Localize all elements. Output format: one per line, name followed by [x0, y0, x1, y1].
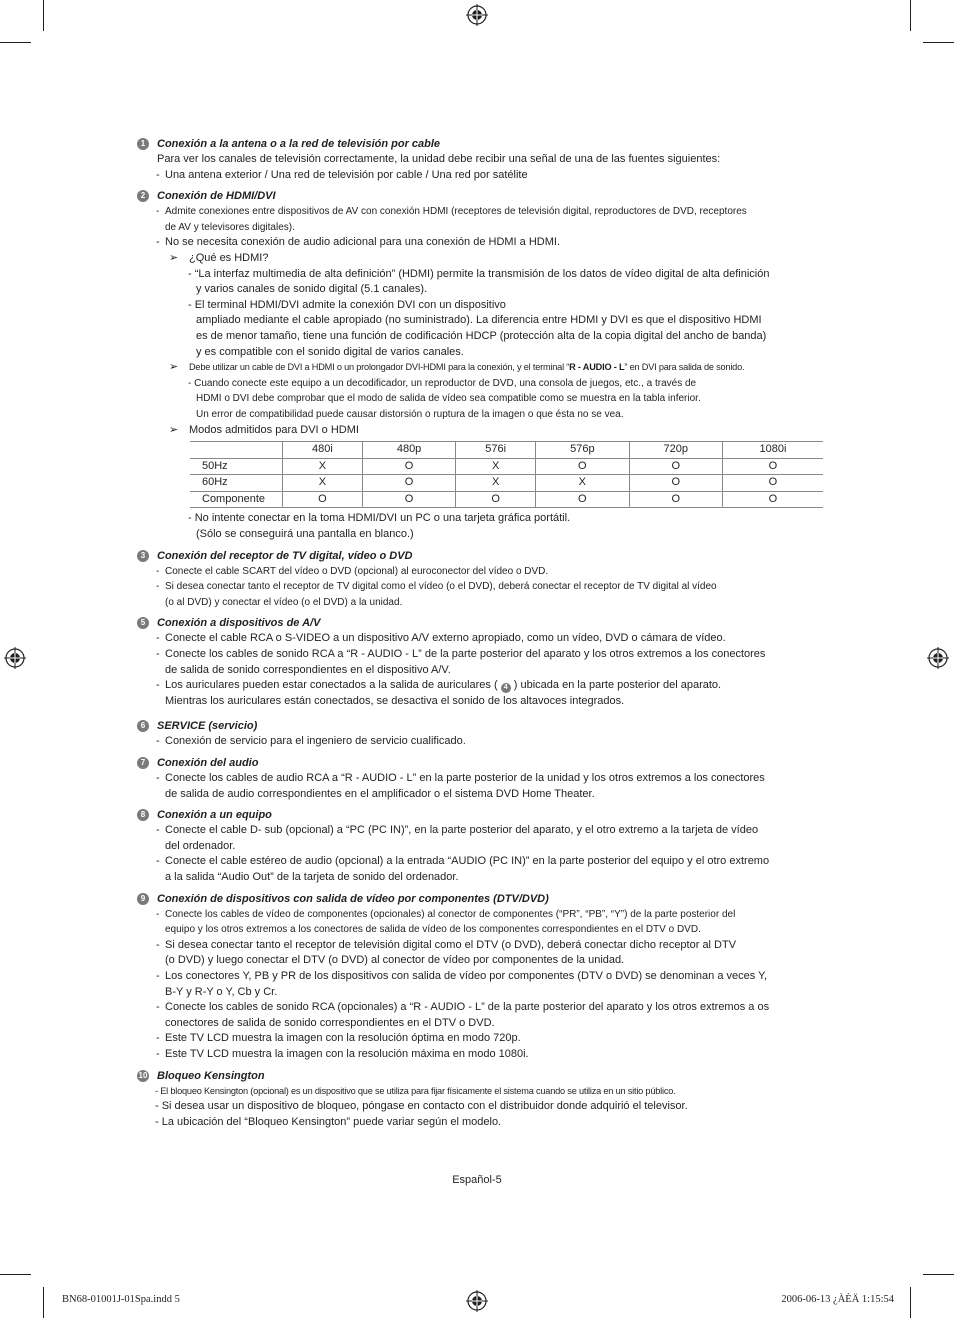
note-line: - “La interfaz multimedia de alta definición” (HDMI) permite la transmisión de los datos de vídeo digital de alta definición: [188, 267, 770, 280]
table-cell: O: [722, 491, 823, 508]
section-kensington: [137, 1068, 827, 1131]
table-row: [190, 475, 823, 492]
registration-mark-icon: [466, 4, 488, 26]
table-row: [190, 458, 823, 475]
list-item: - El bloqueo Kensington (opcional) es un dispositivo que se utiliza para fijar físicamente el sistema cuando se utiliza en un sitio público.: [155, 1085, 676, 1096]
section-heading: [137, 188, 827, 204]
table-header-cell: 480p: [362, 442, 455, 459]
crop-mark: [0, 42, 31, 43]
section-title: Conexión a un equipo: [157, 809, 272, 822]
list-item: - Admite conexiones entre dispositivos de AV con conexión HDMI (receptores de televisión digital, reproductores de DVD, receptores: [156, 206, 747, 218]
list-item: - Conecte el cable RCA o S-VIDEO a un dispositivo A/V externo apropiado, como un vídeo, DVD o cámara de vídeo.: [156, 632, 726, 645]
list-item-text: Conecte los cables de sonido RCA (opcionales) a “R - AUDIO - L” de la parte posterior del aparato y los otros extremos a os: [165, 1001, 770, 1014]
note: [137, 360, 827, 376]
section-audio: [137, 755, 827, 802]
list-item-text: Admite conexiones entre dispositivos de AV con conexión HDMI (receptores de televisión digital, reproductores de DVD, receptores: [165, 206, 747, 218]
list-item-text: Conecte los cables de audio RCA a “R - AUDIO - L” en la parte posterior de la unidad y los otros extremos a los conectores: [165, 772, 765, 784]
list-item-text: ) ubicada en la parte posterior del aparato.: [513, 679, 722, 692]
list-item-text: Si desea conectar tanto el receptor de televisión digital como el DTV (o DVD), deberá conectar dicho receptor al DTV: [165, 938, 737, 951]
list-item: - No se necesita conexión de audio adicional para una conexión de HDMI a HDMI.: [156, 236, 561, 249]
section-heading: [137, 136, 827, 152]
table-cell: Componente: [190, 491, 283, 508]
note-line: (Sólo se conseguirá una pantalla en blanco.): [196, 528, 414, 541]
section-title: Bloqueo Kensington: [157, 1069, 265, 1082]
list-item-text: Conecte los cables de vídeo de componentes (opcionales) al conector de componentes (“PR”, “PB”, “Y”) de la parte posterior del: [165, 908, 736, 920]
list-item-text: conectores de salida de sonido correspondientes en el DTV o DVD.: [165, 1016, 495, 1029]
table-cell: O: [362, 458, 455, 475]
table-cell: X: [283, 475, 363, 492]
paragraph: Para ver los canales de televisión correctamente, la unidad debe recibir una señal de una de las fuentes siguientes:: [157, 153, 721, 165]
list-item: - Una antena exterior / Una red de televisión por cable / Una red por satélite: [156, 168, 528, 181]
section-heading: [137, 548, 827, 564]
modes-table: [190, 441, 823, 508]
list-item-text: No se necesita conexión de audio adicional para una conexión de HDMI a HDMI.: [165, 236, 561, 249]
section-number-icon: 9: [137, 893, 149, 905]
table-cell: X: [283, 458, 363, 475]
page-content: [137, 136, 827, 1130]
note-line: y es compatible con el sonido digital de varios canales.: [196, 345, 464, 358]
registration-mark-icon: [927, 647, 949, 669]
section-title: Conexión del receptor de TV digital, vídeo o DVD: [157, 549, 413, 562]
table-cell: O: [629, 475, 722, 492]
list-item-text: Si desea conectar tanto el receptor de TV digital como el vídeo (o el DVD), deberá conectar el receptor de TV digital al vídeo: [165, 581, 717, 593]
section-number-icon: 7: [137, 757, 149, 769]
registration-mark-icon: [466, 1290, 488, 1312]
list-item-text: Conecte el cable RCA o S-VIDEO a un dispositivo A/V externo apropiado, como un vídeo, DVD o cámara de vídeo.: [165, 632, 726, 645]
list-item-text: de AV y televisores digitales).: [165, 221, 295, 233]
section-title: SERVICE (servicio): [157, 720, 258, 733]
list-item-text: B-Y y R-Y o Y, Cb y Cr.: [165, 985, 278, 998]
list-item: - Conecte los cables de audio RCA a “R - AUDIO - L” en la parte posterior de la unidad y los otros extremos a los conectores: [156, 772, 765, 784]
section-heading: [137, 1068, 827, 1084]
section-digital-receiver: [137, 548, 827, 611]
table-cell: X: [456, 458, 536, 475]
note-line: - No intente conectar en la toma HDMI/DVI un PC o una tarjeta gráfica portátil.: [188, 512, 571, 525]
note-line: y varios canales de sonido digital (5.1 canales).: [196, 283, 428, 296]
list-item: - Si desea conectar tanto el receptor de televisión digital como el DTV (o DVD), deberá conectar dicho receptor al DTV: [156, 938, 737, 951]
crop-mark: [923, 42, 954, 43]
list-item-continuation: [137, 787, 827, 803]
list-item-text: Los conectores Y, PB y PR de los dispositivos con salida de vídeo por componentes (DTV o DVD) se denominan a veces Y,: [165, 969, 768, 982]
table-row: [190, 491, 823, 508]
note-line: - El terminal HDMI/DVI admite la conexión DVI con un dispositivo: [188, 298, 506, 311]
table-header-cell: [190, 442, 283, 459]
list-item-text: (o al DVD) y conectar el vídeo (o el DVD) a la unidad.: [165, 596, 403, 608]
note-text: ” en DVI para salida de sonido.: [624, 362, 745, 373]
table-cell: O: [283, 491, 363, 508]
list-item: - Si desea usar un dispositivo de bloqueo, póngase en contacto con el distribuidor donde adquirió el televisor.: [155, 1100, 688, 1113]
note-line: HDMI o DVI debe comprobar que el modo de salida de vídeo sea compatible como se muestra en la tabla inferior.: [196, 393, 701, 405]
note-text-bold: R - AUDIO - L: [569, 362, 625, 373]
table-cell: O: [536, 458, 629, 475]
section-number-icon: 1: [137, 138, 149, 150]
section-av-devices: [137, 615, 827, 709]
section-title: Conexión a dispositivos de A/V: [157, 617, 321, 630]
print-slug-date: 2006-06-13 ¿ÀÈÄ 1:15:54: [781, 1294, 894, 1305]
list-item-text: de salida de sonido correspondientes en el dispositivo A/V.: [165, 663, 451, 676]
list-item-continuation: [137, 839, 827, 855]
table-cell: 60Hz: [190, 475, 283, 492]
table-cell: 50Hz: [190, 458, 283, 475]
list-item-continuation: [137, 922, 827, 938]
section-antenna: [137, 136, 827, 183]
note-line: es de menor tamaño, tiene una función de codificación HDCP (protección alta de la copia digital del ancho de banda): [196, 329, 767, 342]
list-item-text: Conecte el cable SCART del vídeo o DVD (opcional) al euroconector del vídeo o DVD.: [165, 565, 549, 577]
note-text: ¿Qué es HDMI?: [189, 251, 269, 264]
registration-mark-icon: [4, 647, 26, 669]
section-heading: [137, 891, 827, 907]
list-item-continuation: [137, 1016, 827, 1032]
list-item-continuation: [137, 663, 827, 679]
list-item: - Conecte el cable SCART del vídeo o DVD (opcional) al euroconector del vídeo o DVD.: [156, 565, 549, 577]
section-heading: [137, 755, 827, 771]
note-line: - Cuando conecte este equipo a un decodificador, un reproductor de DVD, una consola de juegos, etc., a través de: [188, 377, 697, 389]
table-cell: O: [722, 475, 823, 492]
section-title: Conexión de dispositivos con salida de vídeo por componentes (DTV/DVD): [157, 892, 549, 905]
list-item-text: equipo y los otros extremos a los conectores de salida de vídeo de los componentes correspondientes en el DTV o DVD.: [165, 924, 701, 936]
table-cell: O: [536, 491, 629, 508]
section-number-icon: 6: [137, 720, 149, 732]
table-header-cell: 576p: [536, 442, 629, 459]
table-cell: O: [629, 458, 722, 475]
list-item-text: a la salida “Audio Out” de la tarjeta de sonido del ordenador.: [165, 870, 459, 883]
section-number-icon: 8: [137, 809, 149, 821]
section-service: [137, 718, 827, 750]
list-item-continuation: [137, 220, 827, 236]
table-header-cell: 480i: [283, 442, 363, 459]
crop-mark: [910, 0, 911, 31]
arrow-note-icon: ➢: [169, 423, 179, 436]
note-text: Debe utilizar un cable de DVI a HDMI o un prolongador DVI-HDMI para la conexión, y el terminal “: [189, 362, 570, 373]
table-cell: O: [362, 491, 455, 508]
list-item-continuation: [137, 694, 827, 710]
list-item-text: Conecte los cables de sonido RCA a “R - AUDIO - L” de la parte posterior del aparato y los otros extremos a los conectores: [165, 648, 766, 661]
list-item-text: Conecte el cable estéreo de audio (opcional) a la entrada “AUDIO (PC IN)” en la parte posterior del equipo y el otro extremo: [165, 855, 770, 868]
section-number-icon: 2: [137, 190, 149, 202]
print-slug-filename: BN68-01001J-01Spa.indd 5: [62, 1294, 180, 1305]
list-item-text: Los auriculares pueden estar conectados a la salida de auriculares (: [165, 679, 498, 692]
section-heading: [137, 718, 827, 734]
note-line: Un error de compatibilidad puede causar distorsión o ruptura de la imagen o que ésta no se vea.: [196, 408, 624, 420]
table-cell: X: [456, 475, 536, 492]
list-item-text: (o DVD) y luego conectar el DTV (o DVD) al conector de vídeo por componentes de la unidad.: [165, 954, 625, 967]
list-item: - Si desea conectar tanto el receptor de TV digital como el vídeo (o el DVD), deberá conectar el receptor de TV digital al vídeo: [156, 581, 717, 593]
arrow-note-icon: ➢: [169, 361, 179, 374]
crop-mark: [43, 0, 44, 31]
table-cell: O: [722, 458, 823, 475]
section-computer: [137, 807, 827, 885]
list-item: - Conecte el cable D- sub (opcional) a “PC (PC IN)”, en la parte posterior del aparato, y el otro extremo a la tarjeta de vídeo: [156, 824, 759, 837]
section-number-icon: 3: [137, 550, 149, 562]
section-number-icon: 5: [137, 617, 149, 629]
table-cell: X: [536, 475, 629, 492]
list-item: - Este TV LCD muestra la imagen con la resolución óptima en modo 720p.: [156, 1032, 521, 1045]
table-cell: O: [362, 475, 455, 492]
section-number-icon: 10: [138, 1070, 148, 1080]
note-text: Modos admitidos para DVI o HDMI: [189, 423, 359, 436]
list-item: - Conecte los cables de sonido RCA a “R - AUDIO - L” de la parte posterior del aparato y los otros extremos a los conectores: [156, 648, 766, 661]
note-line: ampliado mediante el cable apropiado (no suministrado). La diferencia entre HDMI y DVI es que el dispositivo HDMI: [196, 314, 762, 327]
list-item-text: de salida de audio correspondientes en el amplificador o el sistema DVD Home Theater.: [165, 787, 595, 800]
section-title: Conexión a la antena o a la red de televisión por cable: [157, 138, 441, 150]
section-heading: [137, 807, 827, 823]
table-header-cell: 1080i: [722, 442, 823, 459]
note: [137, 423, 827, 439]
table-cell: O: [629, 491, 722, 508]
section-component-video: [137, 891, 827, 1063]
list-item-text: Una antena exterior / Una red de televisión por cable / Una red por satélite: [165, 168, 528, 181]
list-item-text: Conexión de servicio para el ingeniero de servicio cualificado.: [165, 735, 466, 748]
note: [137, 251, 827, 267]
list-item-text: Mientras los auriculares están conectados, se desactiva el sonido de los altavoces integrados.: [165, 694, 625, 707]
list-item: - Los conectores Y, PB y PR de los dispositivos con salida de vídeo por componentes (DTV o DVD) se denominan a veces Y,: [156, 969, 768, 982]
list-item: - La ubicación del “Bloqueo Kensington” puede variar según el modelo.: [155, 1115, 502, 1128]
list-item-continuation: [137, 595, 827, 611]
list-item-text: del ordenador.: [165, 839, 236, 852]
list-item-text: Conecte el cable D- sub (opcional) a “PC (PC IN)”, en la parte posterior del aparato, y el otro extremo a la tarjeta de vídeo: [165, 824, 759, 837]
list-item-text: Este TV LCD muestra la imagen con la resolución óptima en modo 720p.: [165, 1032, 521, 1045]
arrow-note-icon: ➢: [169, 251, 179, 264]
table-header-row: [190, 442, 823, 459]
headphone-jack-number-icon: 4: [501, 683, 511, 693]
section-hdmi-dvi: [137, 188, 827, 542]
page-number: Español-5: [452, 1174, 502, 1186]
crop-mark: [43, 1287, 44, 1318]
list-item: - Conexión de servicio para el ingeniero de servicio cualificado.: [156, 735, 466, 748]
section-title: Conexión del audio: [157, 757, 259, 769]
list-item-continuation: [137, 985, 827, 1001]
list-item: - Los auriculares pueden estar conectados a la salida de auriculares ( 4 ) ubicada en la parte posterior del aparato.: [156, 679, 722, 692]
list-item: - Conecte los cables de vídeo de componentes (opcionales) al conector de componentes (“PR”, “PB”, “Y”) de la parte posterior del: [156, 908, 736, 920]
table-header-cell: 576i: [456, 442, 536, 459]
section-heading: [137, 615, 827, 631]
list-item-continuation: [137, 953, 827, 969]
list-item-text: Este TV LCD muestra la imagen con la resolución máxima en modo 1080i.: [165, 1047, 529, 1060]
list-item-continuation: [137, 870, 827, 886]
section-title: Conexión de HDMI/DVI: [157, 190, 276, 203]
list-item: - Este TV LCD muestra la imagen con la resolución máxima en modo 1080i.: [156, 1047, 529, 1060]
crop-mark: [910, 1287, 911, 1318]
crop-mark: [923, 1274, 954, 1275]
crop-mark: [0, 1274, 31, 1275]
list-item: - Conecte el cable estéreo de audio (opcional) a la entrada “AUDIO (PC IN)” en la parte posterior del equipo y el otro extremo: [156, 855, 770, 868]
table-cell: O: [456, 491, 536, 508]
table-header-cell: 720p: [629, 442, 722, 459]
list-item: - Conecte los cables de sonido RCA (opcionales) a “R - AUDIO - L” de la parte posterior del aparato y los otros extremos a os: [156, 1001, 770, 1014]
